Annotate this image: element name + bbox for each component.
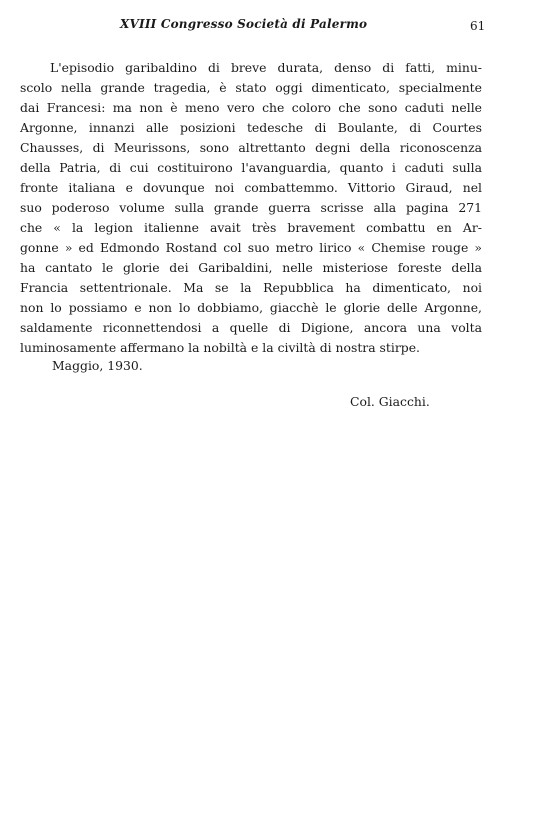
date-line: Maggio, 1930. bbox=[52, 358, 143, 373]
text-line: L'episodio garibaldino di breve durata, denso di fatti, minu- bbox=[50, 60, 482, 75]
text-line: Argonne, innanzi alle posizioni tedesche di Boulante, di Courtes bbox=[20, 120, 482, 135]
text-line: scolo nella grande tragedia, è stato oggi dimenticato, specialmente bbox=[20, 80, 482, 95]
text-line: non lo possiamo e non lo dobbiamo, giacchè le glorie delle Argonne, bbox=[20, 300, 482, 315]
text-line: dai Francesi: ma non è meno vero che coloro che sono caduti nelle bbox=[20, 100, 482, 115]
text-line: ha cantato le glorie dei Garibaldini, nelle misteriose foreste della bbox=[20, 260, 482, 275]
text-line: saldamente riconnettendosi a quelle di Digione, ancora una volta bbox=[20, 320, 482, 335]
page-number: 61 bbox=[470, 19, 486, 33]
text-line: suo poderoso volume sulla grande guerra scrisse alla pagina 271 bbox=[20, 200, 482, 215]
body-paragraph bbox=[20, 58, 482, 358]
text-line: che « la legion italienne avait très bravement combattu en Ar- bbox=[20, 220, 482, 235]
text-line: gonne » ed Edmondo Rostand col suo metro lirico « Chemise rouge » bbox=[20, 240, 482, 255]
signature: Col. Giacchi. bbox=[350, 394, 430, 409]
text-line: Francia settentrionale. Ma se la Repubblica ha dimenticato, noi bbox=[20, 280, 482, 295]
text-line: fronte italiana e dovunque noi combattemmo. Vittorio Giraud, nel bbox=[20, 180, 482, 195]
text-line: della Patria, di cui costituirono l'avanguardia, quanto i caduti sulla bbox=[20, 160, 482, 175]
running-header: XVIII Congresso Società di Palermo bbox=[120, 17, 368, 31]
text-line: Chausses, di Meurissons, sono altrettanto degni della riconoscenza bbox=[20, 140, 482, 155]
text-line: luminosamente affermano la nobiltà e la civiltà di nostra stirpe. bbox=[20, 340, 420, 355]
